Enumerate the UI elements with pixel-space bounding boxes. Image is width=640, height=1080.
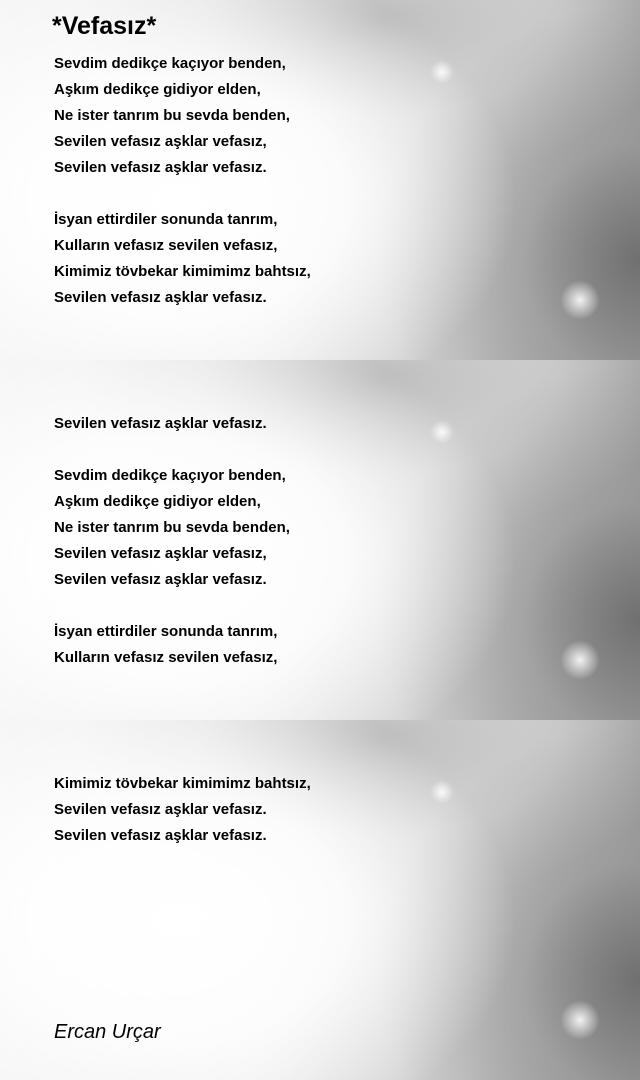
- poem-panel-1: [0, 0, 640, 360]
- poem-line: Sevdim dedikçe kaçıyor benden,: [54, 55, 286, 72]
- stanza: [54, 51, 290, 181]
- stanza: [54, 207, 311, 311]
- poem-panel-3: [0, 720, 640, 1080]
- stanza: [54, 771, 311, 849]
- sparkle-decoration: [430, 60, 454, 84]
- stanza: [54, 463, 290, 593]
- poem-line: Kulların vefasız sevilen vefasız,: [54, 649, 278, 666]
- poem-line: İsyan ettirdiler sonunda tanrım,: [54, 623, 278, 640]
- sparkle-decoration: [430, 780, 454, 804]
- poem-panel-2: [0, 360, 640, 720]
- poem-line: Sevilen vefasız aşklar vefasız.: [54, 827, 267, 844]
- poem-line: Sevilen vefasız aşklar vefasız,: [54, 133, 267, 150]
- poem-line: İsyan ettirdiler sonunda tanrım,: [54, 211, 278, 228]
- poem-line: Ne ister tanrım bu sevda benden,: [54, 519, 290, 536]
- poem-line: Sevilen vefasız aşklar vefasız.: [54, 415, 267, 432]
- stanza: [54, 619, 277, 671]
- poem-line: Aşkım dedikçe gidiyor elden,: [54, 81, 261, 98]
- sparkle-decoration: [560, 280, 600, 320]
- poem-line: Sevilen vefasız aşklar vefasız,: [54, 545, 267, 562]
- stanza: [54, 411, 267, 437]
- poem-line: Sevdim dedikçe kaçıyor benden,: [54, 467, 286, 484]
- sparkle-decoration: [560, 640, 600, 680]
- author-name: Ercan Urçar: [54, 1021, 161, 1043]
- poem-line: Kimimiz tövbekar kimimimz bahtsız,: [54, 263, 311, 280]
- poem-line: Sevilen vefasız aşklar vefasız.: [54, 571, 267, 588]
- sparkle-decoration: [560, 1000, 600, 1040]
- poem-line: Kimimiz tövbekar kimimimz bahtsız,: [54, 775, 311, 792]
- poem-line: Sevilen vefasız aşklar vefasız.: [54, 289, 267, 306]
- poem-line: Aşkım dedikçe gidiyor elden,: [54, 493, 261, 510]
- poem-title: *Vefasız*: [52, 12, 157, 40]
- poem-line: Sevilen vefasız aşklar vefasız.: [54, 801, 267, 818]
- poem-line: Sevilen vefasız aşklar vefasız.: [54, 159, 267, 176]
- sparkle-decoration: [430, 420, 454, 444]
- poem-line: Kulların vefasız sevilen vefasız,: [54, 237, 278, 254]
- poem-line: Ne ister tanrım bu sevda benden,: [54, 107, 290, 124]
